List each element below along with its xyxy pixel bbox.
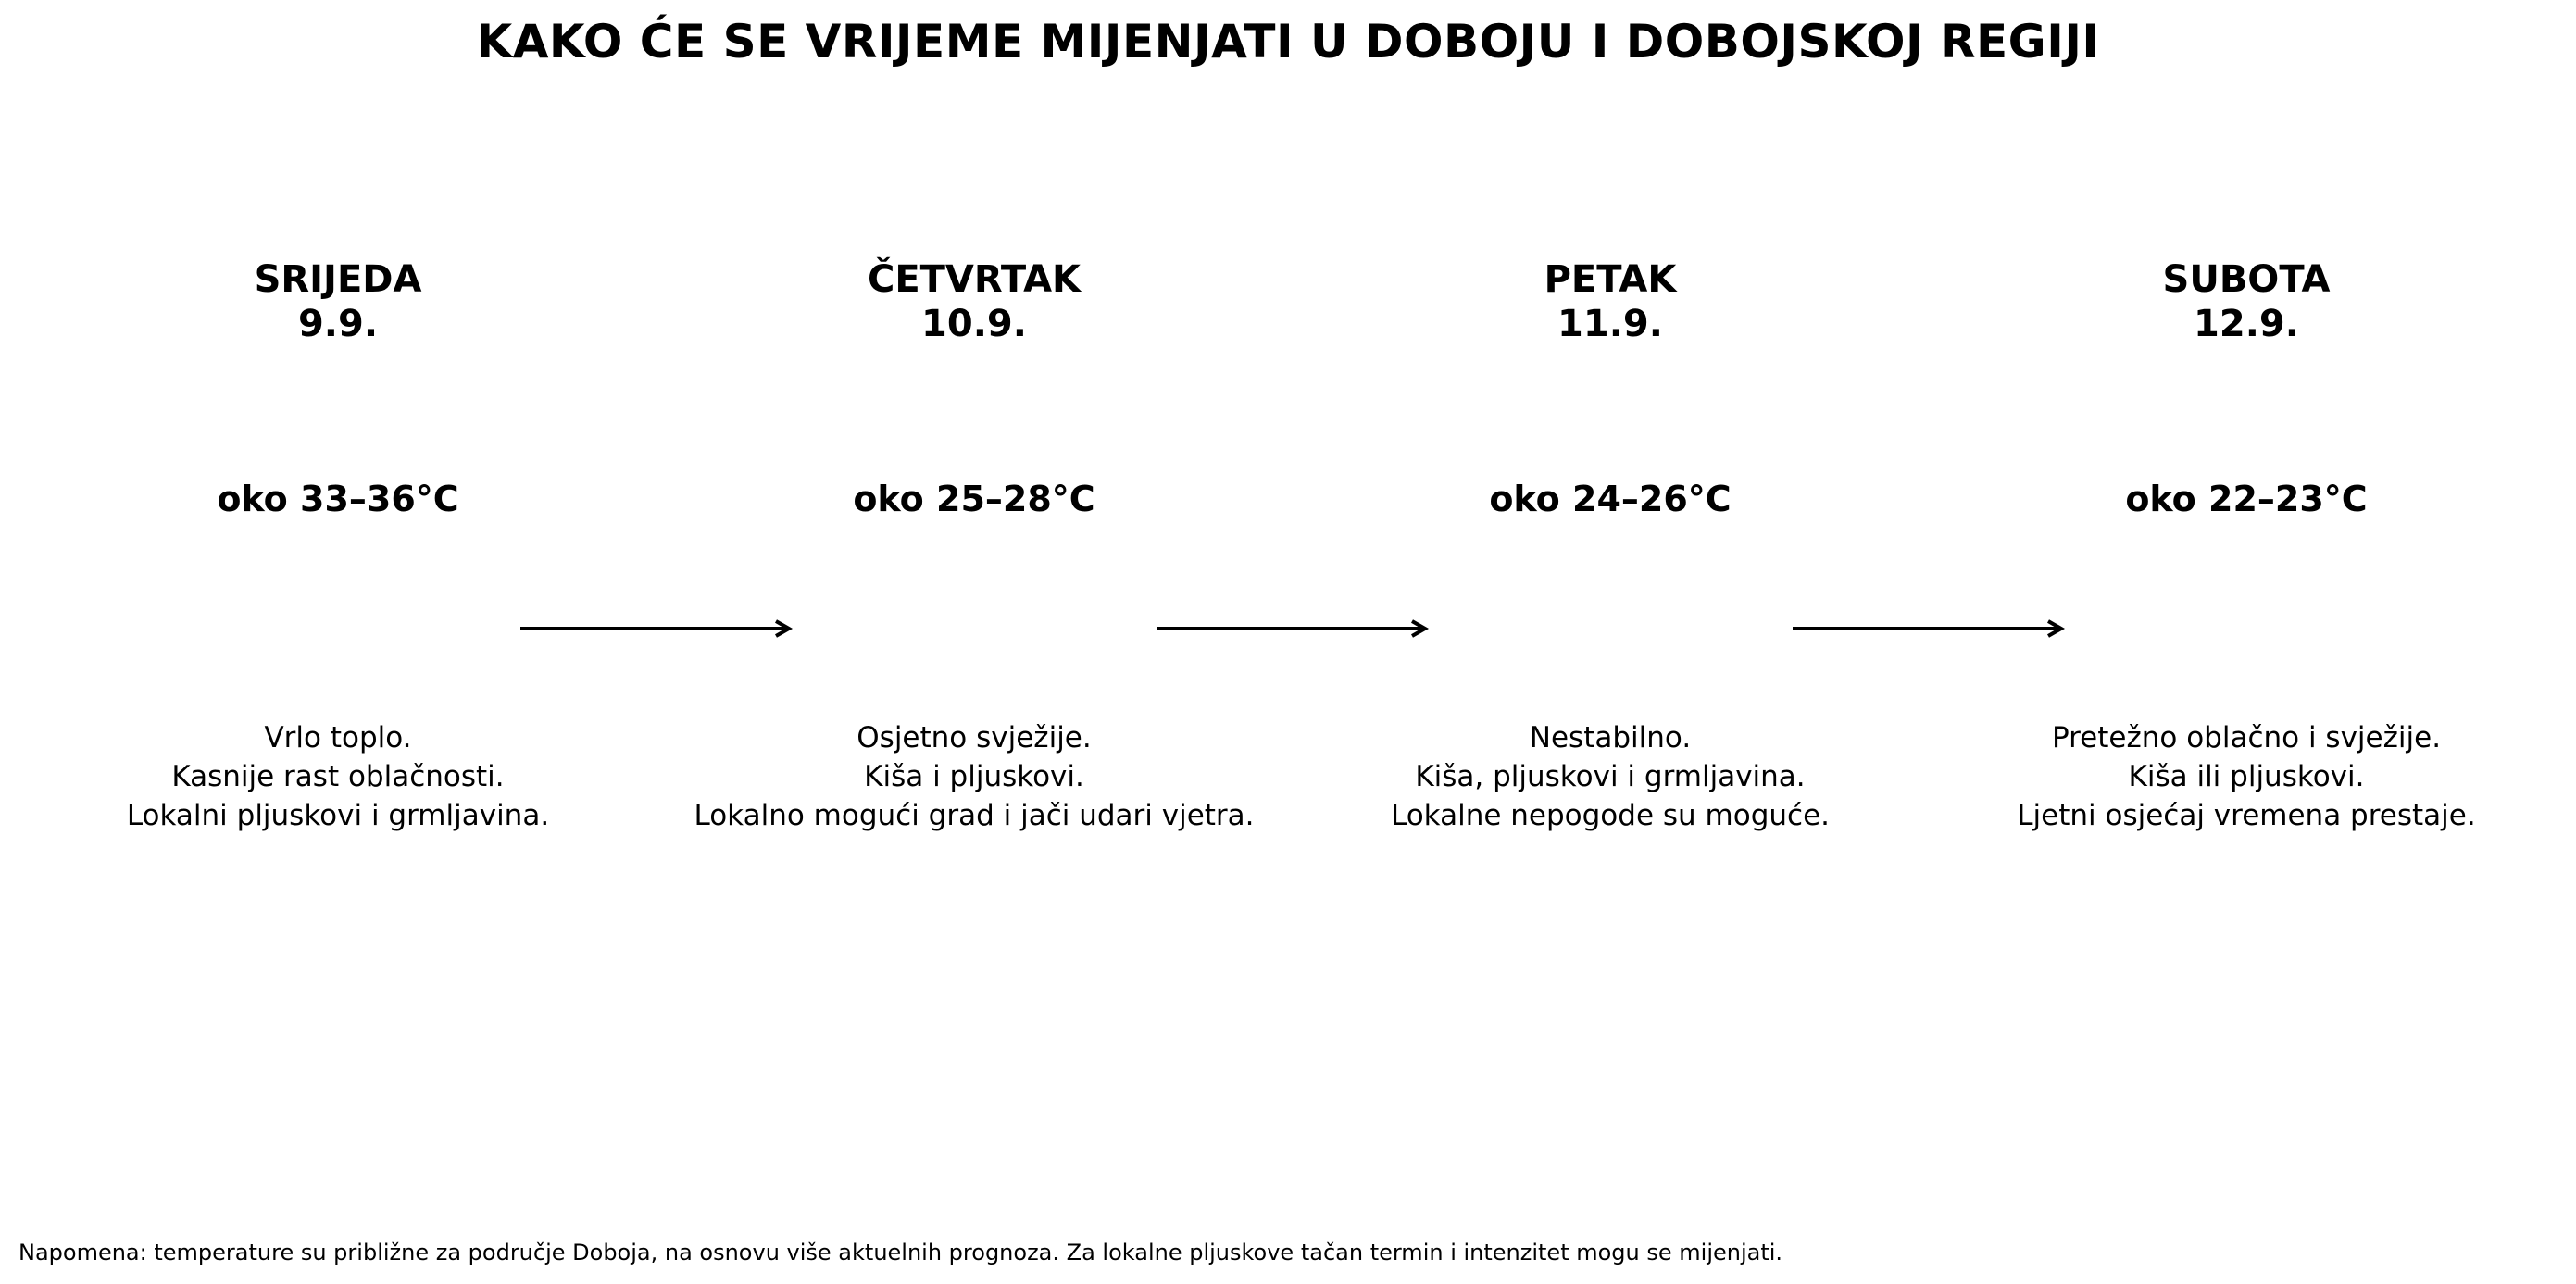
day-temperature: oko 24–26°C: [1489, 479, 1732, 519]
day-temperature: oko 25–28°C: [853, 479, 1095, 519]
day-description: [42, 718, 634, 835]
day-date: 11.9.: [1557, 303, 1663, 345]
description-line: Kiša i pljuskovi.: [864, 760, 1084, 793]
right-arrow-icon: [519, 615, 796, 642]
description-line: Osjetno svježije.: [857, 721, 1092, 754]
description-line: Vrlo toplo.: [264, 721, 412, 754]
description-line: Pretežno oblačno i svježije.: [2051, 721, 2442, 754]
day-name: SUBOTA: [2162, 258, 2331, 301]
description-line: Nestabilno.: [1529, 721, 1692, 754]
day-description: [1314, 718, 1907, 835]
description-line: Kasnije rast oblačnosti.: [171, 760, 505, 793]
day-name: ČETVRTAK: [867, 258, 1082, 301]
description-line: Kiša, pljuskovi i grmljavina.: [1415, 760, 1806, 793]
day-date: 10.9.: [921, 303, 1027, 345]
description-line: Lokalni pljuskovi i grmljavina.: [126, 799, 550, 832]
day-temperature: oko 22–23°C: [2125, 479, 2368, 519]
day-name: SRIJEDA: [254, 258, 422, 301]
day-date: 12.9.: [2194, 303, 2299, 345]
footnote: Napomena: temperature su približne za područje Doboja, na osnovu više aktuelnih prognoza. Za lokalne pljuskove tačan termin i intenzitet mogu se mijenjati.: [19, 1240, 1783, 1265]
description-line: Kiša ili pljuskovi.: [2128, 760, 2365, 793]
right-arrow-icon: [1791, 615, 2069, 642]
day-description: [1950, 718, 2543, 835]
description-line: Lokalno mogući grad i jači udari vjetra.: [694, 799, 1255, 832]
day-temperature: oko 33–36°C: [217, 479, 459, 519]
description-line: Ljetni osjećaj vremena prestaje.: [2017, 799, 2476, 832]
day-description: [678, 718, 1270, 835]
day-date: 9.9.: [297, 303, 379, 345]
right-arrow-icon: [1155, 615, 1432, 642]
page-title: KAKO ĆE SE VRIJEME MIJENJATI U DOBOJU I DOBOJSKOJ REGIJI: [476, 15, 2100, 69]
description-line: Lokalne nepogode su moguće.: [1390, 799, 1830, 832]
day-name: PETAK: [1544, 258, 1677, 301]
